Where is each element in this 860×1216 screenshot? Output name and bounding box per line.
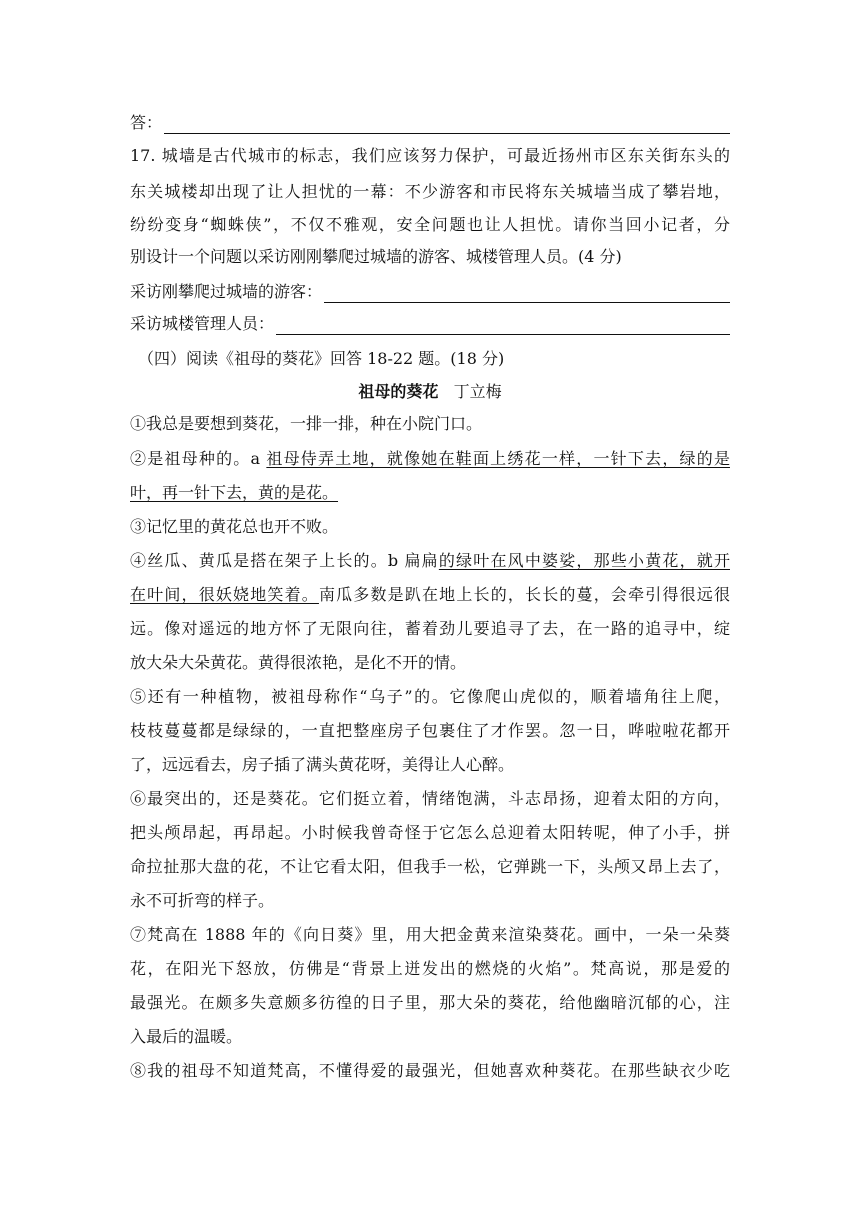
question-17-line-3: 纷纷变身“蜘蛛侠”，不仅不雅观，安全问题也让人担忧。请你当回小记者，分 [130, 215, 730, 234]
paragraph-3: ③记忆里的黄花总也开不败。 [130, 517, 339, 536]
question-17-line-4: 别设计一个问题以采访刚刚攀爬过城墙的游客、城楼管理人员。(4 分) [130, 247, 622, 266]
paragraph-6-line-3: 命拉扯那大盘的花，不让它看太阳，但我手一松，它弹跳一下，头颅又昂上去了， [130, 857, 730, 876]
paragraph-5-line-1: ⑤还有一种植物，被祖母称作“乌子”的。它像爬山虎似的，顺着墙角往上爬， [130, 687, 730, 706]
paragraph-6-line-1: ⑥最突出的，还是葵花。它们挺立着，情绪饱满，斗志昂扬，迎着太阳的方向， [130, 789, 730, 808]
manager-answer-blank[interactable] [276, 318, 730, 335]
underlined-sentence-a: 祖母侍弄土地，就像她在鞋面上绣花一样，一针下去，绿的是 [266, 449, 730, 468]
paragraph-5-line-3: 了，远远看去，房子插了满头黄花呀，美得让人心醉。 [130, 755, 515, 774]
paragraph-6-line-4: 永不可折弯的样子。 [130, 891, 275, 910]
paragraph-8-line-1: ⑧我的祖母不知道梵高，不懂得爱的最强光，但她喜欢种葵花。在那些缺衣少吃 [130, 1061, 730, 1080]
paragraph-4-line-4: 放大朵大朵黄花。黄得很浓艳，是化不开的情。 [130, 653, 467, 672]
visitor-answer-blank[interactable] [324, 286, 730, 303]
paragraph-2-line-1: ②是祖母种的。a 祖母侍弄土地，就像她在鞋面上绣花一样，一针下去，绿的是 [130, 449, 730, 468]
answer-blank[interactable] [164, 117, 730, 134]
passage-author: 丁立梅 [453, 382, 502, 401]
passage-title: 祖母的葵花 [358, 382, 439, 401]
paragraph-4-line-3: 远。像对遥远的地方怀了无限向往，蓄着劲儿要追寻了去，在一路的追寻中，绽 [130, 619, 730, 638]
paragraph-6-line-2: 把头颅昂起，再昂起。小时候我曾奇怪于它怎么总迎着太阳转呢，伸了小手，拼 [130, 823, 730, 842]
paragraph-2-line-2 [130, 482, 730, 504]
underlined-sentence-a-end: 叶，再一针下去，黄的是花。 [130, 483, 339, 502]
paragraph-7-line-3: 最强光。在颇多失意颇多彷徨的日子里，那大朵的葵花，给他幽暗沉郁的心，注 [130, 993, 730, 1012]
manager-prompt: 采访城楼管理人员： [130, 314, 275, 333]
visitor-answer-line [130, 281, 730, 303]
underlined-sentence-b-end: 在叶间，很妖娆地笑着。 [130, 585, 319, 604]
underlined-sentence-b: 的绿叶在风中婆娑，那些小黄花，就开 [438, 551, 730, 570]
paragraph-1: ①我总是要想到葵花，一排一排，种在小院门口。 [130, 414, 483, 433]
paragraph-5-line-2: 枝枝蔓蔓都是绿绿的，一直把整座房子包裹住了才作罢。忽一日，哗啦啦花都开 [130, 721, 730, 740]
manager-answer-line [130, 313, 730, 335]
question-17-line-2: 东关城楼却出现了让人担忧的一幕：不少游客和市民将东关城墙当成了攀岩地， [130, 182, 730, 201]
paragraph-7-line-2: 花，在阳光下怒放，仿佛是“背景上迸发出的燃烧的火焰”。梵高说，那是爱的 [130, 959, 730, 978]
question-17-line-1: 17. 城墙是古代城市的标志，我们应该努力保护，可最近扬州市区东关街东头的 [130, 146, 730, 165]
visitor-prompt: 采访刚攀爬过城墙的游客： [130, 282, 323, 301]
answer-line [130, 112, 730, 134]
paragraph-4-line-1: ④丝瓜、黄瓜是搭在架子上长的。b 扁扁的绿叶在风中婆娑，那些小黄花，就开 [130, 551, 730, 570]
passage-title-row [130, 381, 730, 403]
section-4-heading: （四）阅读《祖母的葵花》回答 18-22 题。(18 分) [138, 349, 505, 368]
paragraph-7-line-1: ⑦梵高在 1888 年的《向日葵》里，用大把金黄来渲染葵花。画中，一朵一朵葵 [130, 925, 730, 944]
paragraph-7-line-4: 入最后的温暖。 [130, 1027, 243, 1046]
paragraph-4-line-2: 在叶间，很妖娆地笑着。南瓜多数是趴在地上长的，长长的蔓，会牵引得很远很 [130, 585, 730, 604]
answer-label: 答： [130, 113, 163, 132]
